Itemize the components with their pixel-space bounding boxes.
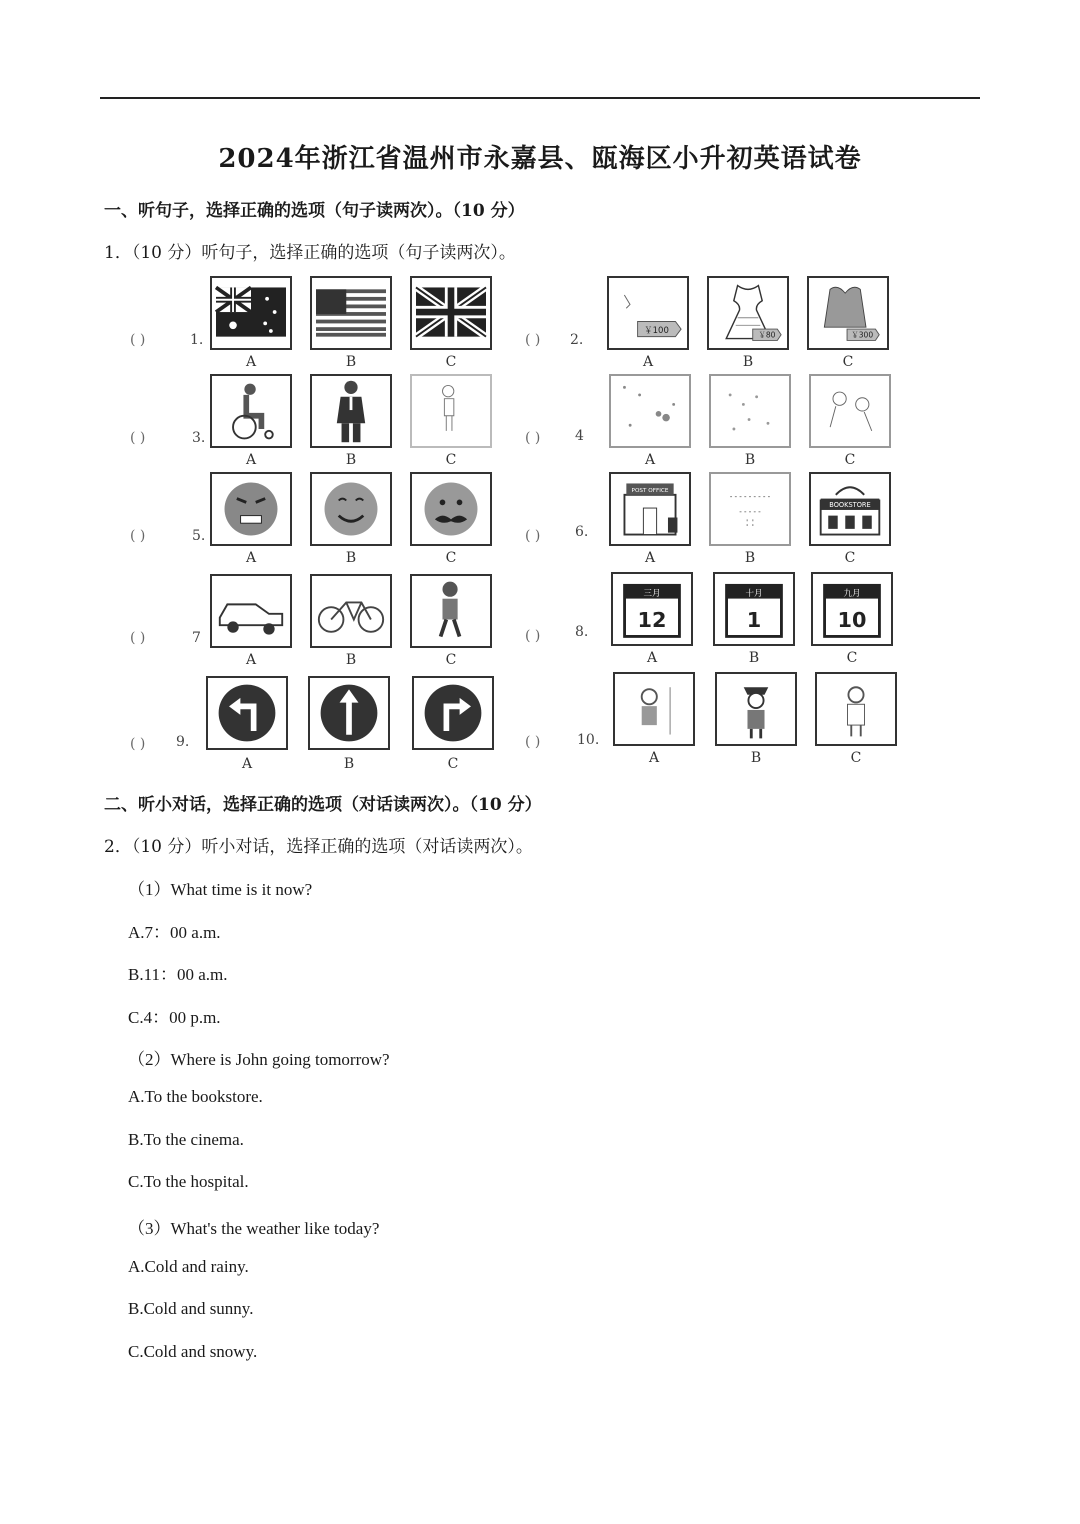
item-number: 4	[575, 428, 584, 444]
option-label: A	[644, 452, 656, 468]
answer-blank[interactable]: ( )	[130, 430, 146, 446]
sign-text: BOOKSTORE	[829, 501, 871, 510]
option-label: A	[245, 354, 257, 370]
option-label: B	[343, 756, 355, 772]
answer-blank[interactable]: ( )	[525, 528, 541, 544]
doctor-icon	[815, 672, 897, 746]
answer-blank[interactable]: ( )	[130, 736, 146, 752]
answer-blank[interactable]: ( )	[525, 430, 541, 446]
page-title: 2024年浙江省温州市永嘉县、瓯海区小升初英语试卷	[218, 144, 862, 174]
calendar-month: 三月	[643, 588, 661, 599]
question-1-text: 1．（10 分）听句子，选择正确的选项（句子读两次）。	[104, 243, 516, 263]
option-label: A	[642, 354, 654, 370]
option-label: C	[447, 756, 459, 772]
listening-item-10	[525, 672, 862, 768]
option-label: C	[846, 650, 858, 666]
option-label: B	[750, 750, 762, 766]
option-label: B	[744, 452, 756, 468]
option-label: B	[345, 452, 357, 468]
dress-icon	[707, 276, 789, 350]
section-1-heading: 一、听句子，选择正确的选项（句子读两次）。（10 分）	[104, 201, 525, 221]
option-label: A	[245, 652, 257, 668]
bicycle-icon	[310, 574, 392, 648]
option-label: C	[842, 354, 854, 370]
angry-face-icon	[210, 472, 292, 546]
calendar-month: 十月	[745, 588, 763, 599]
price-text: ￥100	[644, 325, 669, 336]
building-icon	[709, 472, 791, 546]
wheelchair-person-icon	[210, 374, 292, 448]
dialog-1-option-b: B.11：00 a.m.	[128, 965, 228, 984]
listening-item-8	[525, 572, 867, 668]
option-label: B	[748, 650, 760, 666]
option-label: C	[844, 452, 856, 468]
option-label: A	[245, 550, 257, 566]
car-icon	[210, 574, 292, 648]
item-number: 2.	[570, 332, 584, 348]
answer-blank[interactable]: ( )	[525, 332, 541, 348]
option-label: C	[445, 452, 457, 468]
walking-boy-icon	[410, 574, 492, 648]
option-label: C	[844, 550, 856, 566]
price-text: ￥80	[758, 330, 776, 340]
item-number: 7	[192, 630, 201, 646]
calendar-icon	[611, 572, 693, 646]
dialog-2-option-c: C.To the hospital.	[128, 1172, 249, 1191]
bookstore-icon	[809, 472, 891, 546]
header-rule	[100, 97, 980, 99]
dialog-2-option-a: A.To the bookstore.	[128, 1087, 263, 1106]
dots-scene-icon	[709, 374, 791, 448]
price-text: ￥300	[851, 330, 874, 340]
dialog-2-prompt: （2）Where is John going tomorrow?	[128, 1050, 390, 1069]
police-officer-icon	[715, 672, 797, 746]
option-label: A	[241, 756, 253, 772]
children-playing-icon	[809, 374, 891, 448]
listening-item-1	[130, 276, 457, 372]
dialog-3-option-c: C.Cold and snowy.	[128, 1342, 258, 1361]
option-label: B	[742, 354, 754, 370]
dialog-3-option-b: B.Cold and sunny.	[128, 1299, 254, 1318]
man-suit-icon	[310, 374, 392, 448]
dialog-1-prompt: （1）What time is it now?	[128, 880, 313, 899]
listening-item-9	[130, 676, 459, 772]
listening-item-6	[525, 472, 871, 568]
go-straight-icon	[308, 676, 390, 750]
item-number: 10.	[577, 732, 600, 748]
item-number: 5.	[192, 528, 206, 544]
option-label: A	[245, 452, 257, 468]
dialog-3-option-a: A.Cold and rainy.	[128, 1257, 249, 1276]
australia-flag-icon	[210, 276, 292, 350]
option-label: C	[850, 750, 862, 766]
option-label: B	[345, 652, 357, 668]
post-office-icon	[609, 472, 691, 546]
dialog-2-option-b: B.To the cinema.	[128, 1130, 244, 1149]
answer-blank[interactable]: ( )	[130, 332, 146, 348]
listening-item-3	[130, 374, 457, 470]
uk-flag-icon	[410, 276, 492, 350]
item-number: 9.	[176, 734, 190, 750]
item-number: 3.	[192, 430, 206, 446]
listening-item-4	[525, 374, 856, 470]
option-label: B	[345, 354, 357, 370]
item-number: 6.	[575, 524, 589, 540]
calendar-icon	[713, 572, 795, 646]
calendar-icon	[811, 572, 893, 646]
option-label: A	[648, 750, 660, 766]
section-2-heading: 二、听小对话，选择正确的选项（对话读两次）。（10 分）	[104, 795, 542, 815]
item-number: 1.	[190, 332, 204, 348]
option-label: B	[744, 550, 756, 566]
dialog-3-prompt: （3）What's the weather like today?	[128, 1219, 380, 1238]
listening-item-5	[130, 472, 457, 568]
option-label: C	[445, 354, 457, 370]
answer-blank[interactable]: ( )	[130, 528, 146, 544]
turn-right-icon	[412, 676, 494, 750]
calendar-day: 1	[746, 607, 762, 632]
bag-icon	[807, 276, 889, 350]
answer-blank[interactable]: ( )	[525, 734, 541, 750]
calendar-day: 12	[637, 607, 667, 632]
usa-flag-icon	[310, 276, 392, 350]
calendar-day: 10	[837, 607, 867, 632]
price-tag-icon	[607, 276, 689, 350]
moustache-face-icon	[410, 472, 492, 546]
option-label: A	[646, 650, 658, 666]
scene-icon	[609, 374, 691, 448]
person-icon	[613, 672, 695, 746]
listening-item-7	[130, 574, 457, 670]
dialog-1-option-a: A.7：00 a.m.	[128, 923, 221, 942]
happy-face-icon	[310, 472, 392, 546]
option-label: B	[345, 550, 357, 566]
turn-left-icon	[206, 676, 288, 750]
item-number: 8.	[575, 624, 589, 640]
option-label: C	[445, 652, 457, 668]
calendar-month: 九月	[843, 588, 861, 599]
answer-blank[interactable]: ( )	[525, 628, 541, 644]
option-label: C	[445, 550, 457, 566]
option-label: A	[644, 550, 656, 566]
boy-icon	[410, 374, 492, 448]
sign-text: POST OFFICE	[631, 487, 669, 494]
dialog-1-option-c: C.4：00 p.m.	[128, 1008, 221, 1027]
answer-blank[interactable]: ( )	[130, 630, 146, 646]
question-2-text: 2．（10 分）听小对话，选择正确的选项（对话读两次）。	[104, 837, 533, 857]
listening-item-2	[525, 276, 874, 372]
